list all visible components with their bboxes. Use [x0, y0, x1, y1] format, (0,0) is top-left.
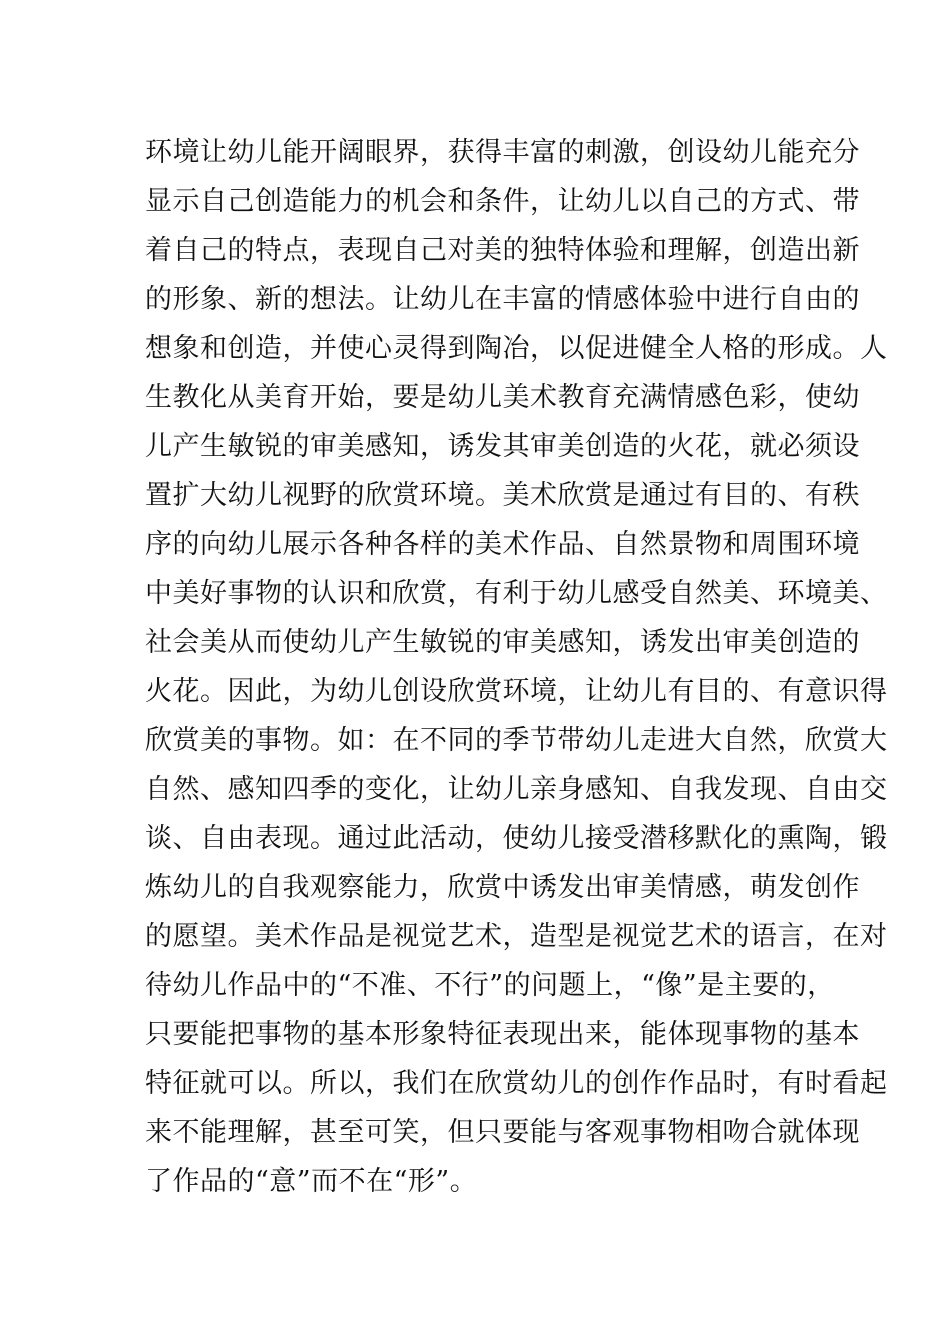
body-paragraph — [145, 128, 888, 1206]
text-line: 中美好事物的认识和欣赏，有利于幼儿感受自然美、环境美、 — [145, 578, 888, 609]
text-line: 欣赏美的事物。如：在不同的季节带幼儿走进大自然，欣赏大 — [145, 725, 888, 756]
text-line: 生教化从美育开始，要是幼儿美术教育充满情感色彩，使幼 — [145, 382, 860, 413]
text-line: 序的向幼儿展示各种各样的美术作品、自然景物和周围环境 — [145, 529, 860, 560]
text-line: 环境让幼儿能开阔眼界，获得丰富的刺激，创设幼儿能充分 — [145, 137, 860, 168]
text-line: 炼幼儿的自我观察能力，欣赏中诱发出审美情感，萌发创作 — [145, 872, 860, 903]
text-line: 想象和创造，并使心灵得到陶冶，以促进健全人格的形成。人 — [145, 333, 888, 364]
text-line: 火花。因此，为幼儿创设欣赏环境，让幼儿有目的、有意识得 — [145, 676, 888, 707]
text-line: 待幼儿作品中的“不准、不行”的问题上，“像”是主要的， — [145, 970, 835, 1001]
text-line: 置扩大幼儿视野的欣赏环境。美术欣赏是通过有目的、有秩 — [145, 480, 860, 511]
text-line: 儿产生敏锐的审美感知，诱发其审美创造的火花，就必须设 — [145, 431, 860, 462]
text-line: 的形象、新的想法。让幼儿在丰富的情感体验中进行自由的 — [145, 284, 860, 315]
text-line-last: 了作品的“意”而不在“形”。 — [145, 1166, 478, 1197]
text-line: 来不能理解，甚至可笑，但只要能与客观事物相吻合就体现 — [145, 1117, 860, 1148]
text-line: 自然、感知四季的变化，让幼儿亲身感知、自我发现、自由交 — [145, 774, 888, 805]
text-line: 社会美从而使幼儿产生敏锐的审美感知，诱发出审美创造的 — [145, 627, 860, 658]
text-line: 谈、自由表现。通过此活动，使幼儿接受潜移默化的熏陶，锻 — [145, 823, 888, 854]
text-line: 的愿望。美术作品是视觉艺术，造型是视觉艺术的语言，在对 — [145, 921, 888, 952]
text-line: 显示自己创造能力的机会和条件，让幼儿以自己的方式、带 — [145, 186, 860, 217]
text-line: 特征就可以。所以，我们在欣赏幼儿的创作作品时，有时看起 — [145, 1068, 888, 1099]
text-line: 着自己的特点，表现自己对美的独特体验和理解，创造出新 — [145, 235, 860, 266]
text-line: 只要能把事物的基本形象特征表现出来，能体现事物的基本 — [145, 1019, 860, 1050]
